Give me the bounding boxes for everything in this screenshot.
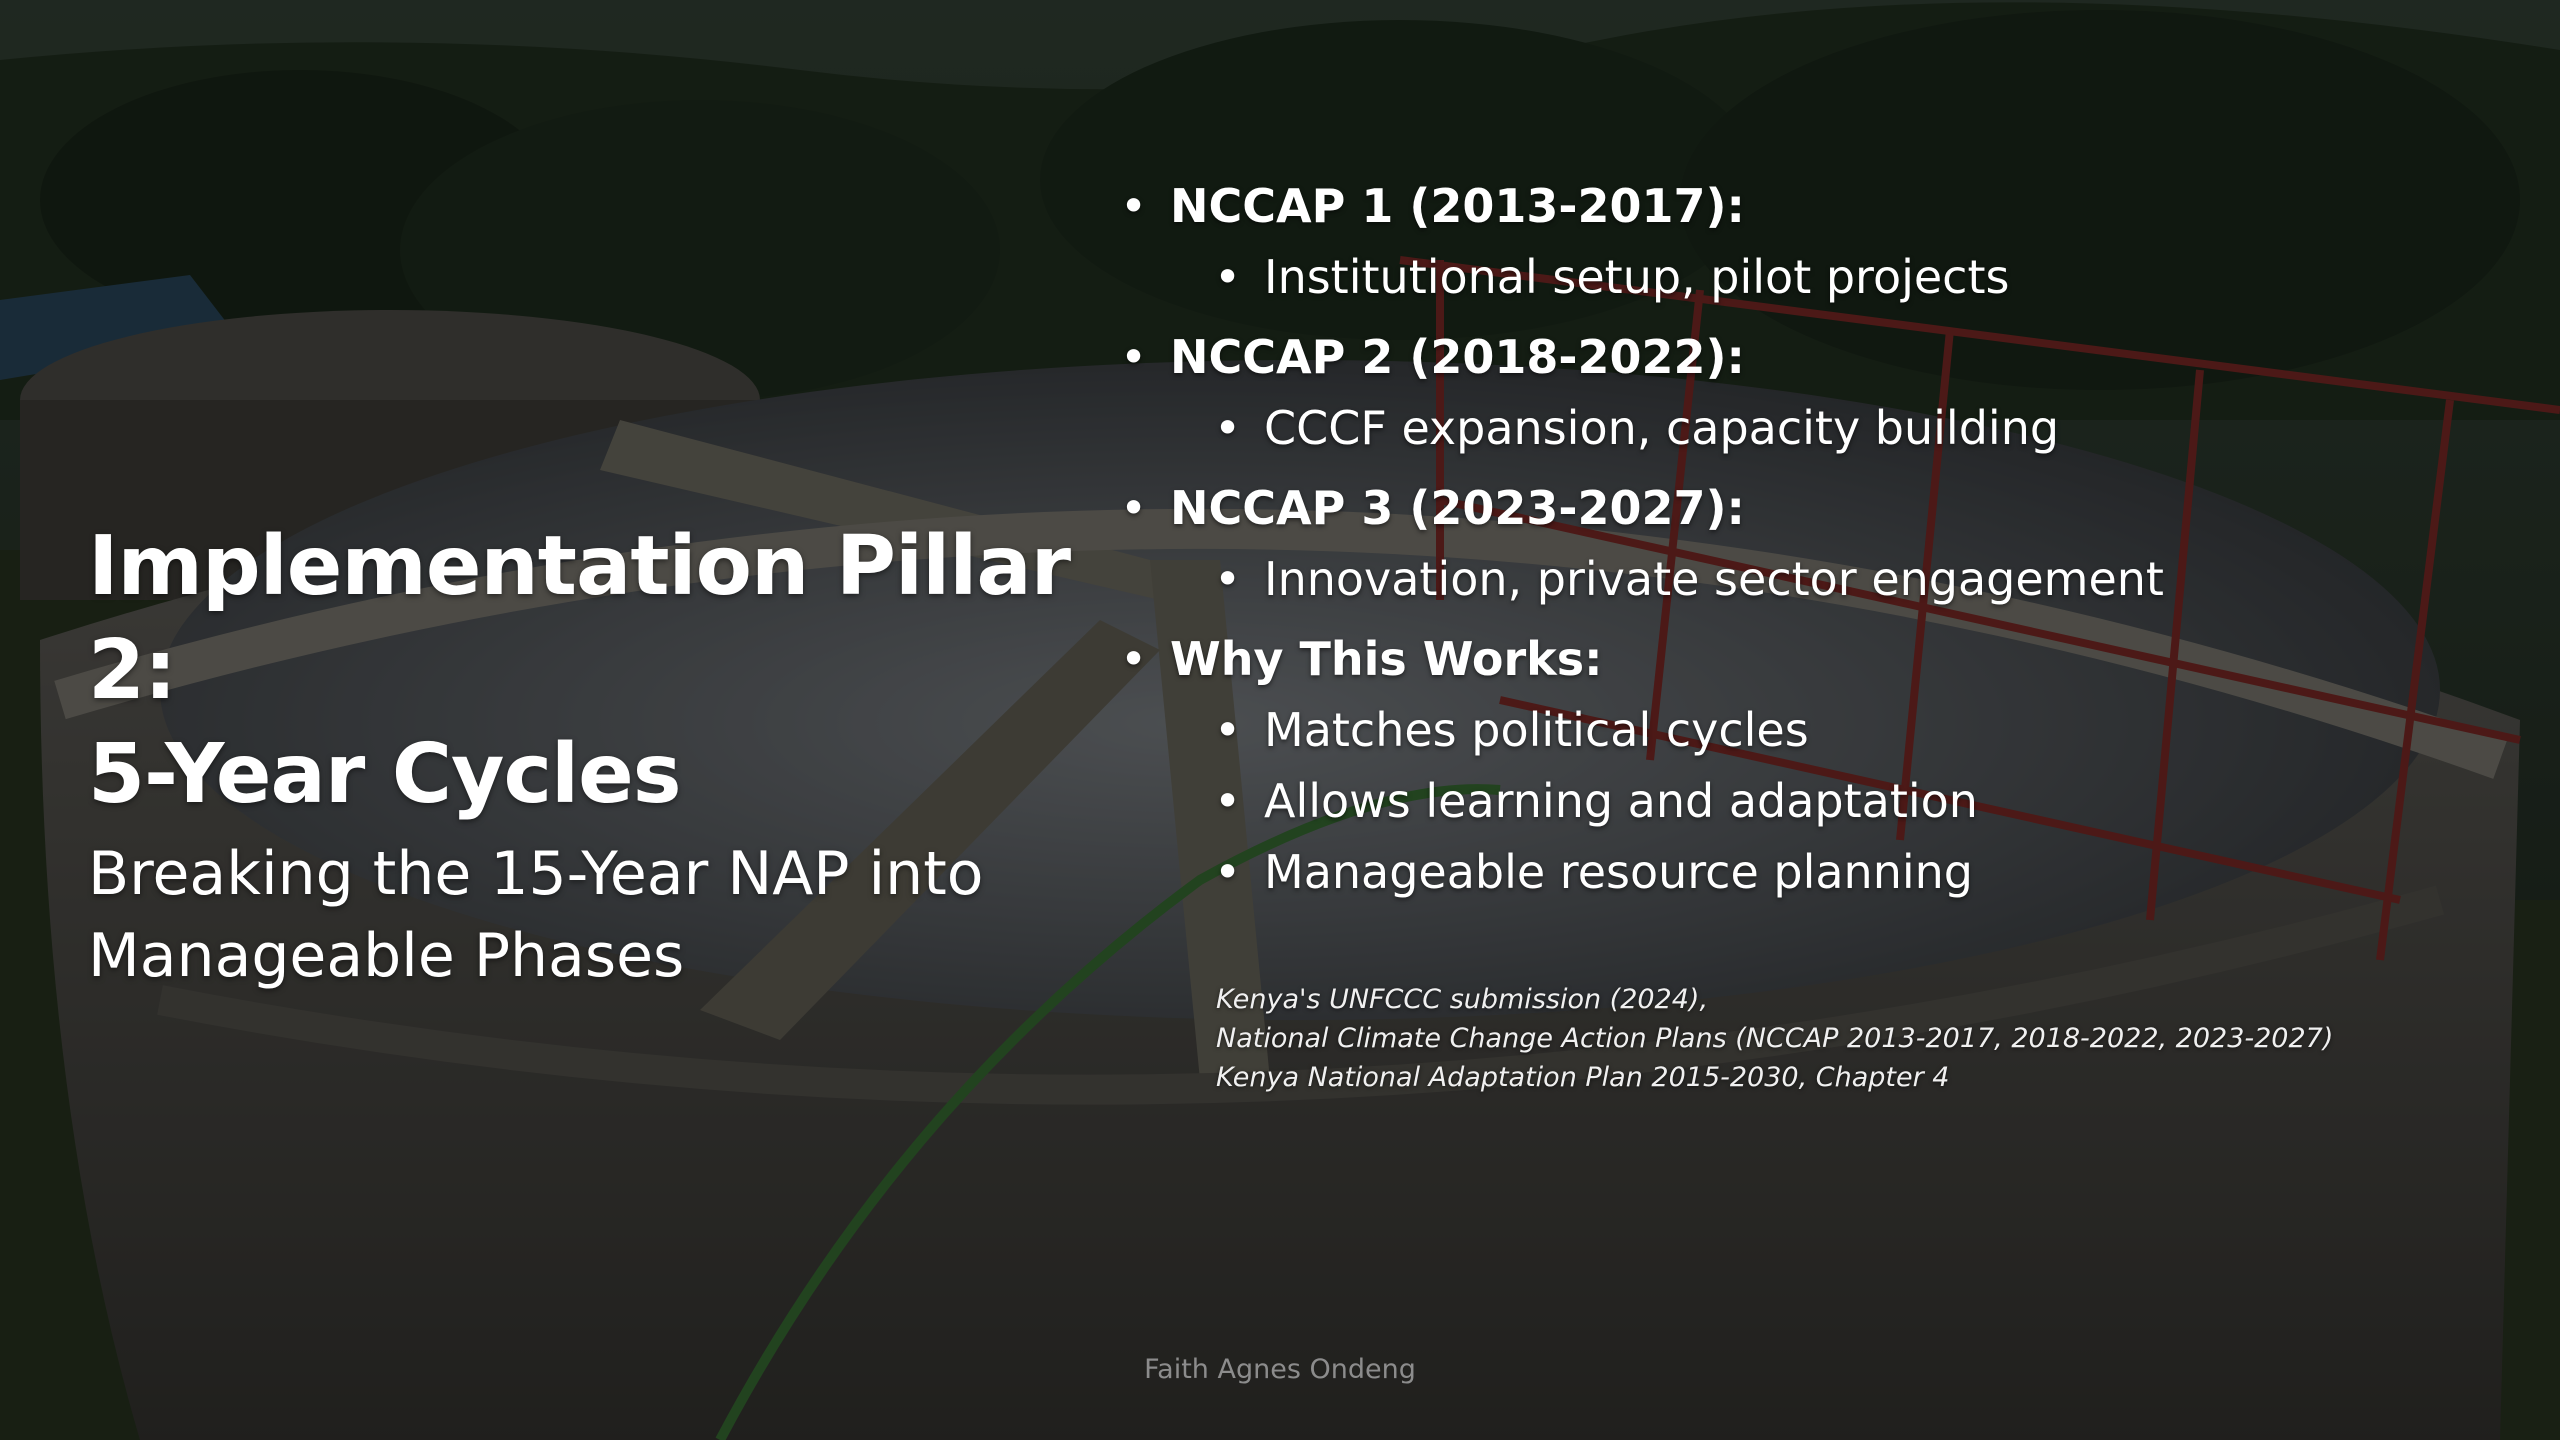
bullet-heading-text: Why This Works: [1170, 632, 1603, 686]
title-block [88, 515, 1088, 997]
footer-author: Faith Agnes Ondeng [1144, 1354, 1416, 1385]
bullet-glyph: • [1214, 703, 1242, 757]
bullet-glyph: • [1120, 481, 1148, 535]
bullet-glyph: • [1214, 845, 1242, 899]
bullet-heading-text: NCCAP 1 (2013-2017): [1170, 179, 1745, 233]
sub-bullet [1120, 837, 2520, 908]
sub-bullet-text: Manageable resource planning [1264, 845, 1974, 899]
slide-subtitle-line-2: Manageable Phases [88, 921, 685, 991]
sub-bullet [1120, 393, 2520, 464]
sub-bullet-text: CCCF expansion, capacity building [1264, 401, 2060, 455]
sub-bullet-text: Allows learning and adaptation [1264, 774, 1978, 828]
bullet-heading-text: NCCAP 2 (2018-2022): [1170, 330, 1745, 384]
slide-title-line-1: Implementation Pillar 2: [88, 519, 1071, 718]
bullet-glyph: • [1214, 774, 1242, 828]
citation-line: Kenya National Adaptation Plan 2015-2030, Chapter 4 [1216, 1062, 1950, 1093]
bullet-heading-text: NCCAP 3 (2023-2027): [1170, 481, 1745, 535]
bullet-heading [1120, 472, 2520, 544]
sub-bullet-text: Institutional setup, pilot projects [1264, 250, 2010, 304]
bullet-list [1120, 170, 2520, 916]
bullet-glyph: • [1214, 552, 1242, 606]
bullet-glyph: • [1214, 401, 1242, 455]
sub-bullet-text: Innovation, private sector engagement [1264, 552, 2164, 606]
source-citations [1216, 980, 2536, 1097]
bullet-group-nccap-3 [1120, 472, 2520, 615]
bullet-group-why-this-works [1120, 623, 2520, 908]
sub-bullet [1120, 695, 2520, 766]
citation-line: Kenya's UNFCCC submission (2024), [1216, 984, 1709, 1015]
sub-bullet-text: Matches political cycles [1264, 703, 1809, 757]
sub-bullet [1120, 766, 2520, 837]
bullet-glyph: • [1120, 179, 1148, 233]
slide-subtitle-line-1: Breaking the 15-Year NAP into [88, 839, 984, 909]
citation-line: National Climate Change Action Plans (NCCAP 2013-2017, 2018-2022, 2023-2027) [1216, 1023, 2334, 1054]
bullet-group-nccap-1 [1120, 170, 2520, 313]
sub-bullet [1120, 242, 2520, 313]
bullet-group-nccap-2 [1120, 321, 2520, 464]
slide-title-line-2: 5-Year Cycles [88, 727, 681, 822]
bullet-glyph: • [1120, 632, 1148, 686]
bullet-heading [1120, 623, 2520, 695]
bullet-heading [1120, 321, 2520, 393]
bullet-glyph: • [1214, 250, 1242, 304]
bullet-heading [1120, 170, 2520, 242]
sub-bullet [1120, 544, 2520, 615]
bullet-glyph: • [1120, 330, 1148, 384]
